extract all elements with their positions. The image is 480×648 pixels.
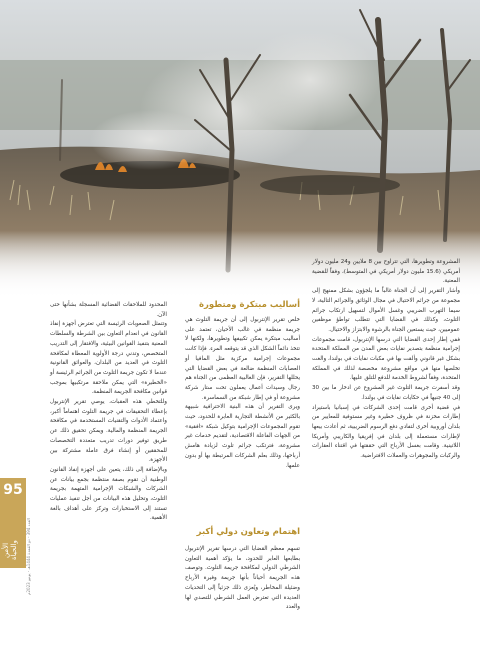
article-column-right <box>312 258 460 462</box>
burning-grassland-photo <box>0 0 480 300</box>
paragraph: ففي إطار إحدى القضايا التي درسها الإنتربول، قامت مجموعات إجرامية منظمة بتصدير نفايات بعض المدن من المملكة المتحدة بشكل غير قانوني وألقت بها في مكبات نفايات في بولندا، والغت تخلصها منها في مواقع مشروعة مخصصة لذلك في المملكة المتحدة، وفقاً لشروط الخدمة للدفع للتلق عليها. <box>312 336 460 382</box>
paragraph: وبالإضافة إلى ذلك، يتعين على أجهزة إنفاذ القانون الوطنية أن تقوم بصفة منتظمة بجمع بيانات عن الشركات والشبكات الإجرامية المتهمة بجريمة التلوث، وتحليل هذه البيانات من أجل تنفيذ عمليات تستند إلى الاستخبارات وتركز على أهداف بالغة الأهمية. <box>50 466 167 522</box>
paragraph: وتتمثل الصعوبات الرئيسة التي تعترض أجهزة إنفاذ القانون في انعدام التعاون بين الشرطة والسلطات المعنية بتنفيذ القوانين البيئية، والافتقار إلى التدريب المتخصص، وتدني درجة الأولوية المعطاة لمكافحة التلوث في العديد من البلدان، والعوائق القانونية عندما لا تكون جريمة التلوث من الجرائم الرئيسة أو «الخطيرة» التي يمكن ملاحقة مرتكبيها بموجب قوانين مكافحة الجريمة المنظمة. <box>50 321 167 396</box>
paragraph: وللتخطي هذه العقبات، يوصي تقرير الإنتربول بإعطاء التحقيقات في جريمة التلوث اهتماماً أكبر، واعتماد الأدوات والتقنيات المستخدمة في مكافحة الجريمة المنظمة والمالية. ويمكن تحقيق ذلك عن طريق توفير دورات تدريب متعددة التخصصات للمحققين أو إنشاء فرق عاملة مشتركة بين الأجهزة. <box>50 399 167 464</box>
paragraph: تسهم معظم القضايا التي درسها تقرير الإنتربول بطابعها العابر للحدود، ما يؤكد أهمية التعاون الشرطي الدولي لمكافحة جريمة التلوث. وتوصف هذه الجريمة أحياناً بأنها جريمة وفيرة الأرباح وضئيلة المخاطر، ويُعزى ذلك جزئياً إلى التحديات العديدة التي تعترض العمل الشرطي للتصدي لها والعدد <box>185 546 300 611</box>
page-number: 95 <box>3 482 23 498</box>
issue-credit: العدد 394 - ذو القعدة 1444هـ - يونيو 2023م <box>26 518 31 595</box>
paragraph: المشروعة وتطويرها، التي تتراوح بين 8 ملايين و24 مليون دولار أمريكي (15.6 مليون دولار أمريكي في المتوسط)، وفقاً للقضية المعنية. <box>312 259 461 285</box>
section-heading-2: اهتمام وتعاون دولي أكبر <box>196 527 300 537</box>
article-column-middle <box>185 316 300 471</box>
section-heading: أساليب مبتكرة ومتطورة <box>198 300 300 310</box>
paragraph: وأشار التقرير إلى أن الجناة غالباً ما يلجؤون بشكل ممنهج إلى مجموعة من جرائم الاحتيال في مجال الوثائق والجرائم التالية، لا سيما التهرب الضريبي وغسل الأموال لتسهيل ارتكاب جرائم التلوث، وكذلك في القضايا التي تتطلب تواطؤ موظفين عموميين، حيث يستعين الجناة بالرشوة والابتزاز والاحتيال. <box>312 288 460 333</box>
paragraph: خلص تقرير الإنتربول إلى أن جريمة التلوث هي جريمة منظمة في غالب الأحيان، تعتمد على أساليب مبتكرة يمكن تكييفها وتطويرها، ولكنها لا تتخذ دائماً الشكل الذي قد يتوقعه المرء. فإذا كانت مجموعات إجرامية مركزية مثل المافيا أو العصابات المنظمة ضالعة في بعض القضايا التي يحللها التقرير، فإن الغالبية العظمى من الجناة هم رجال وسيدات أعمال يعملون تحت ستار شركة مشروعة أو في إطار شبكة من السماسرة. <box>185 317 300 401</box>
paragraph: في قضية أخرى قامت إحدى الشركات في إسبانيا باستيراد إطارات مخزنة في ظروف خطيرة وغير مستوفية للمعايير من بلدان أوروبية أخرى لتفادي دفع الرسوم الضريبية، ثم أعادت بيعها لإطارات مستعملة إلى بلدان في إفريقيا والكاريبي وأمريكا اللاتينية. وقامت بغسل الأرباح التي حققتها في اقتناء العقارات والركبات والمجوهرات والعملات الافتراضية. <box>312 404 460 460</box>
paragraph: المحدود للملاحقات القضائية المسجلة بشأنها حتى الآن. <box>50 302 167 318</box>
article-column-middle-2 <box>185 545 300 613</box>
article-column-left <box>50 301 167 524</box>
paragraph: وقد أسفرت جريمة التلوث غير المشروع عن ادخار ما بين 30 إلى 40 جنيهاً في حكايات نفايات في بولندا. <box>312 385 460 401</box>
paragraph: ويرى التقرير أن هذه البنية الاحترافية شبيهة بالكثير من الأنشطة التجارية العابرة للحدود، حيث تقوم المجموعات الإجرامية بتوكيل شبكة «افقية» من الجهات الفاعلة الاقتصادية، لتقديم خدمات غير مشروعة، فترتكب جرائم تلوث لزيادة هامش أرباحها، وذلك بعلم الشركات المرتبطة بها أو بدون علمها. <box>185 404 300 469</box>
section-label: الأمن والحياة <box>2 540 18 560</box>
